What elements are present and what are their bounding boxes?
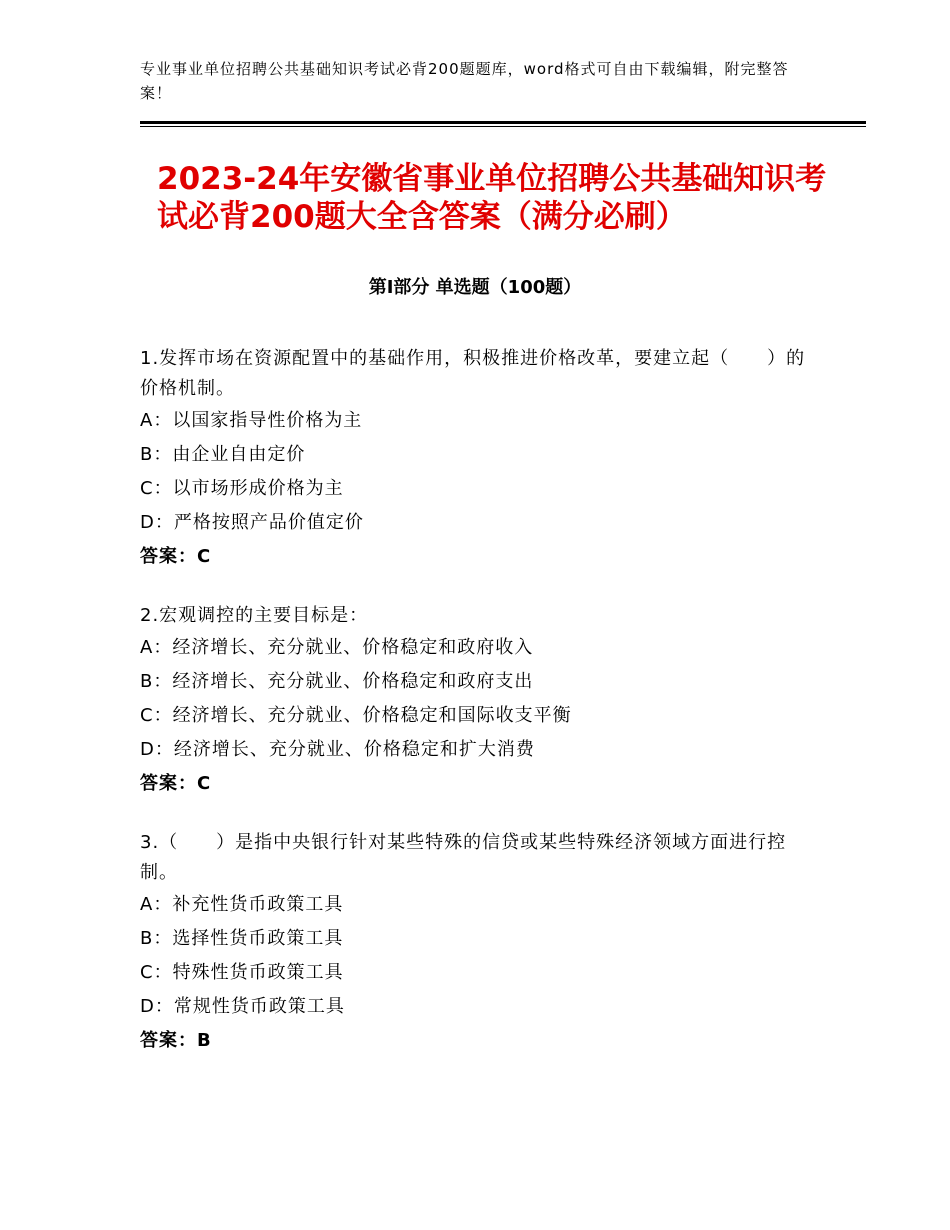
question-stem: 2.宏观调控的主要目标是：: [140, 605, 369, 626]
option-c: C：经济增长、充分就业、价格稳定和国际收支平衡: [140, 705, 572, 726]
option-d: D：常规性货币政策工具: [140, 996, 345, 1017]
option-b: B：选择性货币政策工具: [140, 928, 344, 949]
header-note: 专业事业单位招聘公共基础知识考试必背200题题库，word格式可自由下载编辑，附完整答案！: [140, 60, 789, 102]
header-rule-thick: [140, 121, 866, 124]
option-a: A：以国家指导性价格为主: [140, 410, 363, 431]
question-2: [140, 601, 810, 801]
option-b: B：经济增长、充分就业、价格稳定和政府支出: [140, 671, 534, 692]
answer: 答案：B: [140, 1030, 212, 1051]
document-title: 2023-24年安徽省事业单位招聘公共基础知识考试必背200题大全含答案（满分必刷）: [157, 161, 827, 235]
option-b: B：由企业自由定价: [140, 444, 306, 465]
section-title: 第Ⅰ部分 单选题（100题）: [368, 277, 582, 298]
option-d: D：经济增长、充分就业、价格稳定和扩大消费: [140, 739, 535, 760]
option-c: C：特殊性货币政策工具: [140, 962, 344, 983]
answer: 答案：C: [140, 546, 212, 567]
question-list: [140, 344, 810, 1085]
question-stem: 3.（ ）是指中央银行针对某些特殊的信贷或某些特殊经济领域方面进行控制。: [140, 832, 787, 883]
option-a: A：补充性货币政策工具: [140, 894, 344, 915]
question-1: [140, 344, 810, 574]
option-d: D：严格按照产品价值定价: [140, 512, 364, 533]
header-rule-thin: [140, 126, 866, 127]
answer: 答案：C: [140, 773, 212, 794]
option-a: A：经济增长、充分就业、价格稳定和政府收入: [140, 637, 534, 658]
option-c: C：以市场形成价格为主: [140, 478, 344, 499]
question-3: [140, 828, 810, 1058]
question-stem: 1.发挥市场在资源配置中的基础作用，积极推进价格改革，要建立起（ ）的价格机制。: [140, 348, 806, 399]
